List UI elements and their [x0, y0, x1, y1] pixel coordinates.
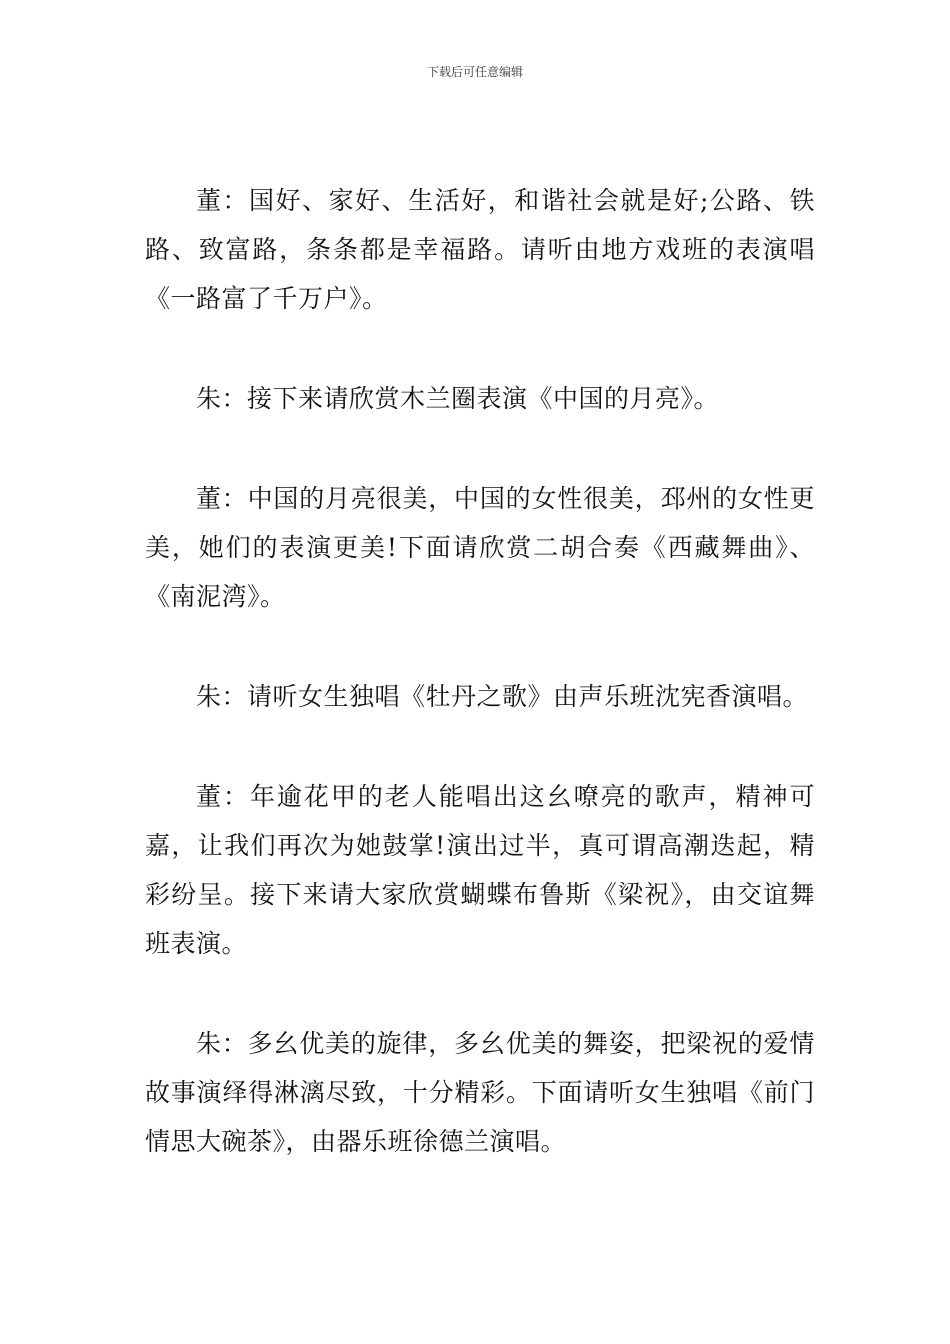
paragraph-dong-2: 董：中国的月亮很美，中国的女性很美，邳州的女性更美，她们的表演更美!下面请欣赏二胡合奏《西藏舞曲》、《南泥湾》。	[145, 484, 815, 611]
paragraph-zhu-1: 朱：接下来请欣赏木兰圈表演《中国的月亮》。	[196, 384, 720, 413]
page-header-note: 下载后可任意编辑	[426, 65, 523, 79]
paragraph-dong-1: 董：国好、家好、生活好，和谐社会就是好;公路、铁路、致富路，条条都是幸福路。请听由地方戏班的表演唱《一路富了千万户》。	[145, 186, 815, 313]
paragraph-zhu-2: 朱：请听女生独唱《牡丹之歌》由声乐班沈宪香演唱。	[196, 682, 809, 711]
document-body	[145, 176, 815, 1217]
paragraph-dong-3: 董：年逾花甲的老人能唱出这幺嘹亮的歌声，精神可嘉，让我们再次为她鼓掌!演出过半，真可谓高潮迭起，精彩纷呈。接下来请大家欣赏蝴蝶布鲁斯《梁祝》，由交谊舞班表演。	[145, 782, 815, 958]
paragraph-zhu-3: 朱：多幺优美的旋律，多幺优美的舞姿，把梁祝的爱情故事演绎得淋漓尽致，十分精彩。下面请听女生独唱《前门情思大碗茶》，由器乐班徐德兰演唱。	[145, 1029, 815, 1156]
